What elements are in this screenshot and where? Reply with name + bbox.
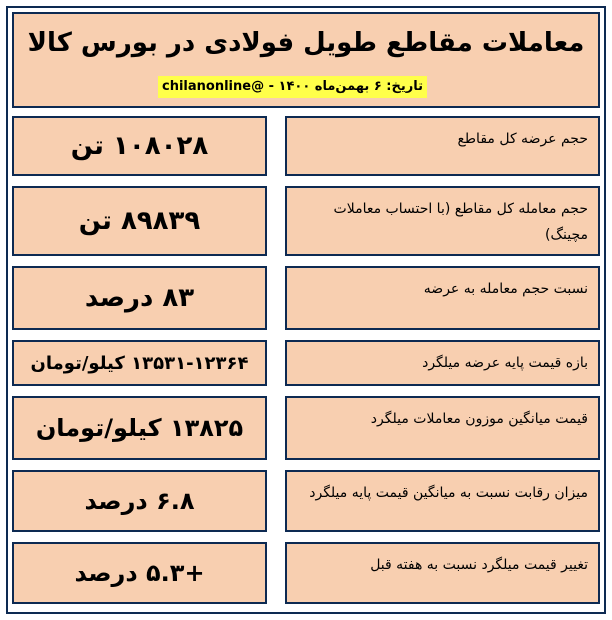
row-2-label: حجم معامله کل مقاطع (با احتساب معاملات مچینگ) [285, 186, 600, 256]
row-5-label: قیمت میانگین موزون معاملات میلگرد [285, 396, 600, 460]
row-5-value: ۱۳۸۲۵ کیلو/تومان [12, 396, 267, 460]
row-4-value: ۱۳۵۳۱-۱۲۳۶۴ کیلو/تومان [12, 340, 267, 386]
row-4-label: بازه قیمت پایه عرضه میلگرد [285, 340, 600, 386]
page-title: معاملات مقاطع طویل فولادی در بورس کالا [27, 28, 585, 58]
row-7-value: +۵.۳ درصد [12, 542, 267, 604]
row-2-value: ۸۹۸۳۹ تن [12, 186, 267, 256]
row-7-label: تغییر قیمت میلگرد نسبت به هفته قبل [285, 542, 600, 604]
row-6-value: ۶.۸ درصد [12, 470, 267, 532]
row-1-label: حجم عرضه کل مقاطع [285, 116, 600, 176]
row-3-label: نسبت حجم معامله به عرضه [285, 266, 600, 330]
row-1-value: ۱۰۸۰۲۸ تن [12, 116, 267, 176]
row-3-value: ۸۳ درصد [12, 266, 267, 330]
date-line: تاریخ: ۶ بهمن‌ماه ۱۴۰۰ - @chilanonline [158, 76, 427, 98]
row-6-label: میزان رقابت نسبت به میانگین قیمت پایه میلگرد [285, 470, 600, 532]
